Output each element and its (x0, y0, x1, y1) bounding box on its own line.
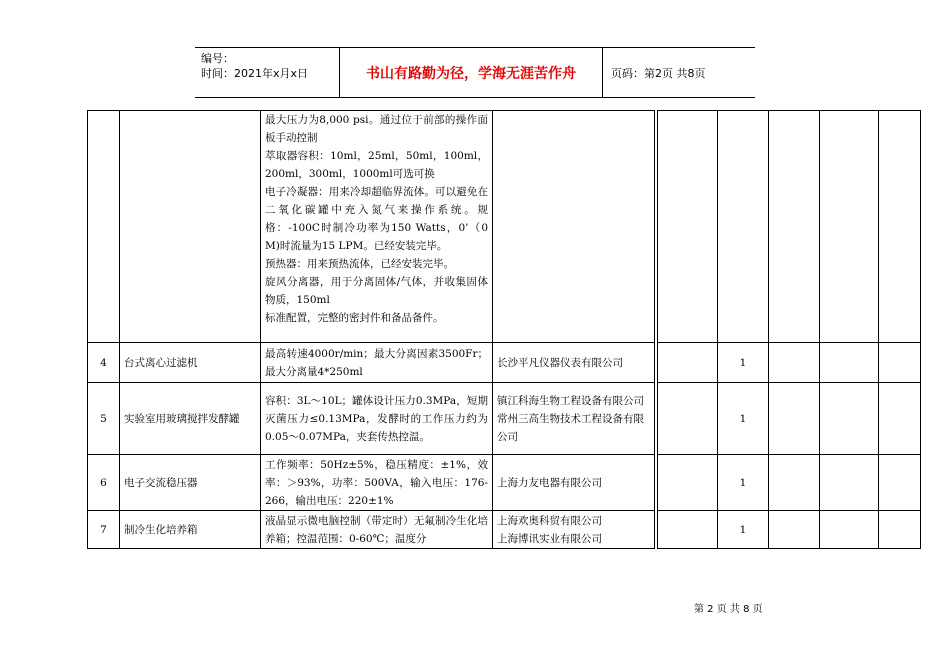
cell-extra-0 (658, 511, 718, 549)
header-meta (195, 48, 340, 97)
header-page-label: 页码：第2页 共8页 (611, 66, 706, 80)
cell-extra-3 (820, 343, 879, 383)
cell-supplier (493, 383, 655, 455)
supplier-name: 常州三高生物技术工程设备有限公司 (497, 412, 644, 443)
cell-no (88, 111, 120, 343)
supplier-name: 长沙平凡仪器仪表有限公司 (497, 356, 623, 369)
header-motto: 书山有路勤为径，学海无涯苦作舟 (340, 48, 603, 97)
cell-spec: 容积：3L～10L；罐体设计压力0.3MPa，短期灭菌压力≤0.13MPa，发酵时的工作压力约为0.05～0.07MPa，夹套传热控温。 (261, 383, 493, 455)
cell-extra-0 (658, 343, 718, 383)
cell-no: 5 (88, 383, 120, 455)
cell-extra-3 (820, 383, 879, 455)
cell-qty: 1 (718, 383, 769, 455)
serial-label: 编号： (201, 52, 234, 65)
cell-name (120, 111, 261, 343)
cell-extra-2 (769, 455, 820, 511)
cell-name: 制冷生化培养箱 (120, 511, 261, 549)
cell-extra-0 (658, 383, 718, 455)
date-label: 时间：2021年x月x日 (201, 67, 309, 80)
table-row (88, 511, 921, 549)
cell-extra-0 (658, 455, 718, 511)
cell-extra-4 (879, 455, 921, 511)
cell-no: 7 (88, 511, 120, 549)
supplier-name: 上海欢奥科贸有限公司 (497, 514, 602, 527)
spec-line: 旋风分离器，用于分离固体/气体，并收集固体物质，150ml (265, 276, 488, 306)
spec-line: 萃取器容积：10ml，25ml，50ml，100ml，200ml，300ml，1000ml可选可换 (265, 150, 488, 180)
table-row (88, 455, 921, 511)
cell-extra-3 (820, 511, 879, 549)
spec-line: 标准配置，完整的密封件和备品备件。 (265, 312, 444, 324)
equipment-table (87, 110, 921, 549)
cell-spec: 最高转速4000r/min；最大分离因素3500Fr；最大分离量4*250ml (261, 343, 493, 383)
cell-no: 6 (88, 455, 120, 511)
cell-extra-2 (769, 383, 820, 455)
cell-extra-2 (769, 111, 820, 343)
spec-line: 预热器：用来预热流体，已经安装完毕。 (265, 258, 454, 270)
table-row-continued (88, 111, 921, 343)
spec-line: 最大压力为8,000 psi。通过位于前部的操作面板手动控制 (265, 114, 488, 144)
cell-qty (658, 111, 718, 343)
footer-page-number: 第 2 页 共 8 页 (694, 604, 763, 615)
table-row (88, 343, 921, 383)
cell-spec: 液晶显示微电脑控制（带定时）无氟制冷生化培养箱；控温范围：0-60℃；温度分 (261, 511, 493, 549)
cell-extra-3 (820, 455, 879, 511)
cell-name: 实验室用玻璃搅拌发酵罐 (120, 383, 261, 455)
cell-qty: 1 (718, 343, 769, 383)
cell-extra-4 (879, 111, 921, 343)
cell-extra-2 (769, 511, 820, 549)
cell-qty: 1 (718, 511, 769, 549)
cell-qty: 1 (718, 455, 769, 511)
cell-extra-4 (879, 383, 921, 455)
cell-extra-3 (820, 111, 879, 343)
supplier-name: 上海力友电器有限公司 (497, 476, 602, 489)
cell-extra-4 (879, 343, 921, 383)
cell-spec (261, 111, 493, 343)
supplier-name: 上海博讯实业有限公司 (497, 532, 602, 545)
cell-name: 电子交流稳压器 (120, 455, 261, 511)
cell-extra-4 (879, 511, 921, 549)
document-header (195, 47, 755, 98)
cell-no: 4 (88, 343, 120, 383)
cell-extra-1 (718, 111, 769, 343)
cell-name: 台式离心过滤机 (120, 343, 261, 383)
cell-supplier (493, 511, 655, 549)
cell-spec: 工作频率：50Hz±5%，稳压精度：±1%，效率：＞93%，功率：500VA，输入电压：176-266，输出电压：220±1% (261, 455, 493, 511)
cell-supplier (493, 111, 655, 343)
spec-line: 电子冷凝器：用来冷却超临界流体。可以避免在二氧化碳罐中充入氮气来操作系统。规格：-100C时制冷功率为150 Watts，0’（0 M)时流量为15 LPM。已经安装完毕。 (265, 186, 488, 252)
cell-supplier (493, 455, 655, 511)
table-row (88, 383, 921, 455)
cell-supplier (493, 343, 655, 383)
cell-extra-2 (769, 343, 820, 383)
supplier-name: 镇江科海生物工程设备有限公司 (497, 394, 644, 407)
